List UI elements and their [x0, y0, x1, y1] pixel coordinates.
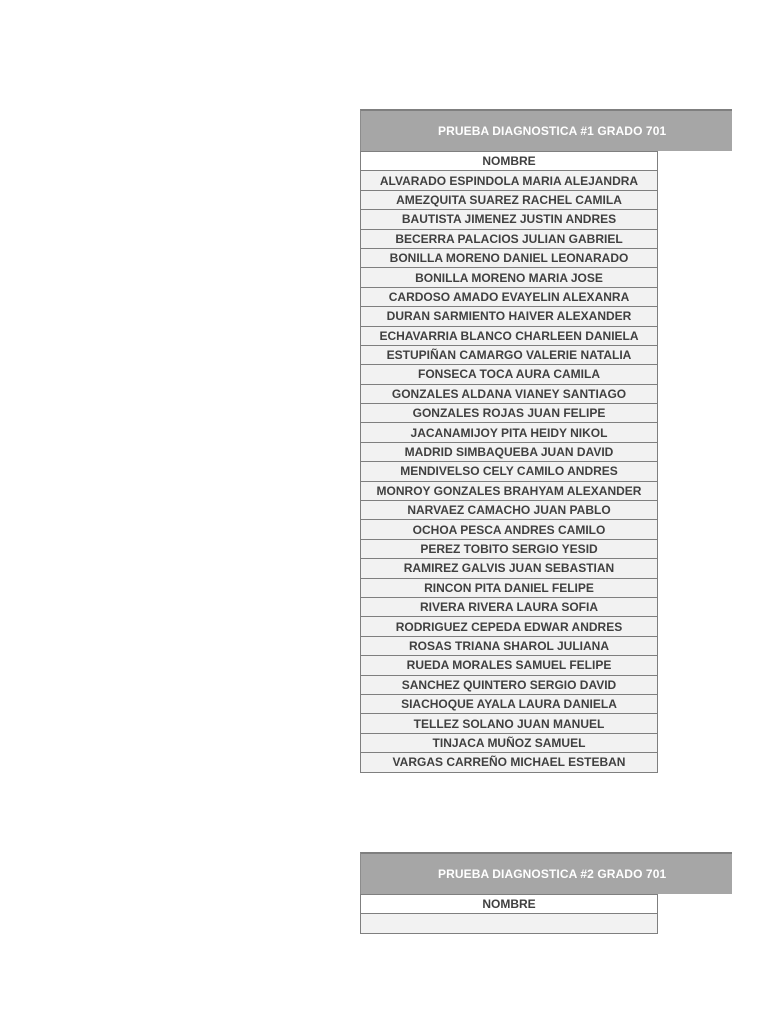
table-row — [361, 636, 658, 655]
student-name-cell[interactable]: RINCON PITA DANIEL FELIPE — [361, 578, 658, 597]
student-name-cell[interactable]: ROSAS TRIANA SHAROL JULIANA — [361, 636, 658, 655]
table-2-title: PRUEBA DIAGNOSTICA #2 GRADO 701 — [360, 852, 732, 894]
table-row — [361, 404, 658, 423]
student-name-cell[interactable]: TINJACA MUÑOZ SAMUEL — [361, 733, 658, 752]
table-1-title: PRUEBA DIAGNOSTICA #1 GRADO 701 — [360, 109, 732, 151]
table-row — [361, 442, 658, 461]
header-row — [361, 895, 658, 914]
student-name-cell[interactable]: OCHOA PESCA ANDRES CAMILO — [361, 520, 658, 539]
table-row — [361, 268, 658, 287]
student-name-cell[interactable]: JACANAMIJOY PITA HEIDY NIKOL — [361, 423, 658, 442]
table-row — [361, 656, 658, 675]
student-name-cell[interactable]: GONZALES ROJAS JUAN FELIPE — [361, 404, 658, 423]
table-row — [361, 733, 658, 752]
table-row — [361, 307, 658, 326]
table-row — [361, 714, 658, 733]
student-name-cell[interactable]: ALVARADO ESPINDOLA MARIA ALEJANDRA — [361, 171, 658, 190]
student-name-cell[interactable]: CARDOSO AMADO EVAYELIN ALEXANRA — [361, 287, 658, 306]
table-row — [361, 597, 658, 616]
table-row — [361, 520, 658, 539]
student-name-cell[interactable]: FONSECA TOCA AURA CAMILA — [361, 365, 658, 384]
student-name-cell[interactable]: BONILLA MORENO DANIEL LEONARADO — [361, 248, 658, 267]
table-1-grid — [360, 151, 658, 773]
table-row — [361, 694, 658, 713]
table-row — [361, 914, 658, 933]
table-row — [361, 617, 658, 636]
table-row — [361, 229, 658, 248]
student-name-cell[interactable]: RODRIGUEZ CEPEDA EDWAR ANDRES — [361, 617, 658, 636]
table-2-grid — [360, 894, 658, 934]
table-row — [361, 539, 658, 558]
table-row — [361, 481, 658, 500]
table-row — [361, 501, 658, 520]
table-row — [361, 210, 658, 229]
student-name-cell[interactable]: BONILLA MORENO MARIA JOSE — [361, 268, 658, 287]
column-header-nombre[interactable]: NOMBRE — [361, 895, 658, 914]
table-row — [361, 171, 658, 190]
student-name-cell[interactable]: ESTUPIÑAN CAMARGO VALERIE NATALIA — [361, 345, 658, 364]
student-name-cell[interactable]: PEREZ TOBITO SERGIO YESID — [361, 539, 658, 558]
table-row — [361, 578, 658, 597]
column-header-nombre[interactable]: NOMBRE — [361, 152, 658, 171]
student-name-cell[interactable]: BAUTISTA JIMENEZ JUSTIN ANDRES — [361, 210, 658, 229]
student-name-cell[interactable]: RIVERA RIVERA LAURA SOFIA — [361, 597, 658, 616]
student-name-cell[interactable]: GONZALES ALDANA VIANEY SANTIAGO — [361, 384, 658, 403]
student-name-cell[interactable]: AMEZQUITA SUAREZ RACHEL CAMILA — [361, 190, 658, 209]
student-name-cell[interactable]: BECERRA PALACIOS JULIAN GABRIEL — [361, 229, 658, 248]
table-row — [361, 753, 658, 772]
student-name-cell[interactable]: MONROY GONZALES BRAHYAM ALEXANDER — [361, 481, 658, 500]
student-name-cell[interactable]: MENDIVELSO CELY CAMILO ANDRES — [361, 462, 658, 481]
student-name-cell[interactable]: RAMIREZ GALVIS JUAN SEBASTIAN — [361, 559, 658, 578]
table-row — [361, 675, 658, 694]
student-name-cell[interactable]: SIACHOQUE AYALA LAURA DANIELA — [361, 694, 658, 713]
student-name-cell[interactable]: DURAN SARMIENTO HAIVER ALEXANDER — [361, 307, 658, 326]
diagnostic-table-1 — [360, 109, 732, 773]
student-name-cell[interactable]: NARVAEZ CAMACHO JUAN PABLO — [361, 501, 658, 520]
table-row — [361, 462, 658, 481]
table-row — [361, 287, 658, 306]
table-row — [361, 559, 658, 578]
table-row — [361, 248, 658, 267]
student-name-cell[interactable]: SANCHEZ QUINTERO SERGIO DAVID — [361, 675, 658, 694]
student-name-cell[interactable]: TELLEZ SOLANO JUAN MANUEL — [361, 714, 658, 733]
table-row — [361, 423, 658, 442]
table-row — [361, 326, 658, 345]
student-name-cell[interactable]: ECHAVARRIA BLANCO CHARLEEN DANIELA — [361, 326, 658, 345]
table-row — [361, 190, 658, 209]
table-row — [361, 365, 658, 384]
table-row — [361, 345, 658, 364]
student-name-cell[interactable]: VARGAS CARREÑO MICHAEL ESTEBAN — [361, 753, 658, 772]
diagnostic-table-2 — [360, 852, 732, 934]
table-row — [361, 384, 658, 403]
empty-cell[interactable] — [361, 914, 658, 933]
header-row — [361, 152, 658, 171]
student-name-cell[interactable]: MADRID SIMBAQUEBA JUAN DAVID — [361, 442, 658, 461]
student-name-cell[interactable]: RUEDA MORALES SAMUEL FELIPE — [361, 656, 658, 675]
